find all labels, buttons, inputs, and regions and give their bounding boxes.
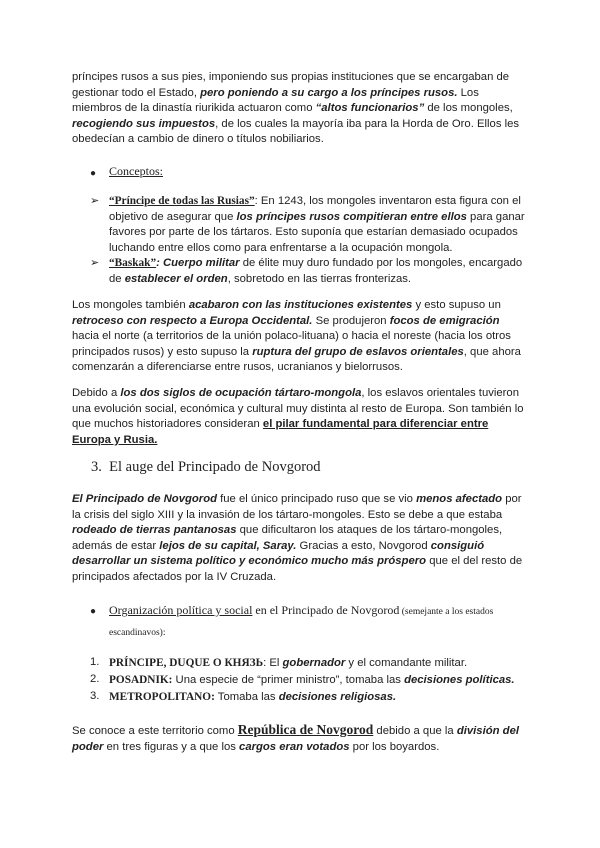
text: Gracias a esto, Novgorod (296, 539, 431, 552)
bold-text: establecer el orden (124, 272, 228, 285)
underlined-text: el pilar fundamental para diferenciar entre Europa y Rusia. (72, 418, 489, 446)
small-text: (semejante a los estados escandinavos): (109, 607, 494, 638)
text: Una especie de “primer ministro”, tomaba las (172, 674, 405, 686)
text: de élite muy duro fundado por los mongoles, encargado de (109, 257, 523, 285)
text: debido a que la (373, 725, 457, 737)
bold-text: recogiendo sus impuestos (72, 117, 216, 130)
bold-text: decisiones políticas. (404, 674, 515, 686)
role-term: METROPOLITANO: (109, 691, 215, 703)
bold-text: “altos funcionarios” (315, 102, 425, 115)
paragraph-mongol-rule (72, 70, 528, 148)
text: hacia el norte (a territorios de la unión polaco-lituana) o hacia el noreste (hacia los otros principados rusos) y esto supuso la (72, 330, 511, 358)
paragraph-republic (72, 722, 528, 755)
bold-text: acabaron con las instituciones existentes (188, 299, 413, 311)
bold-text: menos afectado (416, 493, 503, 505)
text: Se conoce a este territorio como (72, 725, 238, 737)
text: príncipes rusos a sus pies, imponiendo sus propias instituciones que se encargaban de gestionar todo el Estado, (72, 71, 510, 99)
bold-text: : Cuerpo militar (156, 257, 240, 269)
text: Los miembros de la dinastía riurikida actuaron como (72, 86, 479, 115)
bold-text: división del poder (72, 725, 519, 753)
text: : En 1243, los mongoles inventaron esta figura con el objetivo de asegurar que (109, 195, 521, 223)
bullet-icon: ● (90, 606, 97, 617)
bold-text: focos de emigración (389, 314, 500, 327)
text: Debido a (72, 387, 121, 399)
text: que el del resto de principados afectados por la IV Cruzada. (72, 555, 523, 583)
concepts-label: Conceptos: (109, 164, 163, 178)
text: para ganar favores por parte de los tártaros. Esto suponía que estarían demasiado ocupados luchando entre ellos como para enfrentarse a la ocupación mongola. (109, 210, 525, 254)
bullet-icon: ● (90, 168, 97, 179)
concept-term: “Baskak” (109, 257, 157, 269)
arrow-bullet-icon: ➢ (90, 257, 100, 269)
bold-text: cargos eran votados (239, 740, 350, 753)
text: , sobretodo en las tierras fronterizas. (227, 272, 412, 285)
role-term: PRÍNCIPE, DUQUE O КНЯЗЬ (109, 657, 264, 669)
concept-item (109, 194, 529, 256)
concept-term: “Príncipe de todas las Rusias” (109, 195, 255, 207)
bold-text: ruptura del grupo de eslavos orientales (252, 345, 464, 358)
text: que dificultaron los ataques de los tártaro-mongoles, además de estar (72, 524, 503, 552)
list-item (109, 656, 529, 672)
text: fue el único principado ruso que se vio (217, 493, 417, 505)
text: Tomaba las (214, 691, 279, 703)
list-number: 2. (90, 673, 100, 685)
bold-text: retroceso con respecto a Europa Occidental. (72, 314, 313, 327)
paragraph-two-centuries (72, 386, 528, 448)
section-heading (91, 459, 321, 476)
organization-heading (109, 600, 529, 643)
paragraph-consequences (72, 298, 528, 376)
bold-text: los príncipes rusos compitieran entre ellos (236, 210, 467, 223)
text: de los mongoles, (424, 102, 513, 115)
text: : El (263, 657, 283, 669)
bold-text: decisiones religiosas. (278, 691, 397, 703)
list-item (109, 673, 529, 689)
text: Los mongoles también (72, 299, 189, 311)
text: en el Principado de Novgorod (252, 603, 400, 617)
text: , que ahora comenzarán a diferenciarse entre rusos, ucranianos y bielorrusos. (72, 345, 521, 374)
arrow-bullet-icon: ➢ (90, 195, 100, 207)
text: Se produjeron (312, 314, 390, 327)
paragraph-novgorod (72, 492, 528, 586)
text: y esto supuso un (412, 299, 501, 311)
text: por los boyardos. (349, 740, 440, 753)
text: , los eslavos orientales tuvieron una evolución social, económica y cultural muy distinta al resto de Europa. Son también lo que muchos historiadores consideran (72, 387, 524, 431)
concept-item (109, 256, 529, 287)
bold-text: pero poniendo a su cargo a los príncipes rusos. (200, 86, 458, 99)
text: , de los cuales la mayoría iba para la Horda de Oro. Ellos les obedecían a cambio de dinero o títulos nobiliarios. (72, 117, 520, 146)
section-number: 3. (91, 459, 102, 475)
bold-text: El Principado de Novgorod (72, 493, 217, 505)
section-title: El auge del Principado de Novgorod (109, 459, 321, 475)
list-number: 1. (90, 656, 100, 668)
bold-text: rodeado de tierras pantanosas (72, 524, 237, 537)
text: en tres figuras y a que los (103, 740, 240, 753)
text: y el comandante militar. (345, 657, 468, 669)
list-item (109, 690, 529, 706)
organization-label: Organización política y social (109, 603, 253, 617)
bold-text: consiguió desarrollar un sistema político y económico mucho más próspero (72, 539, 485, 568)
text: por la crisis del siglo XIII y la invasión de los tártaro-mongoles. Esto se debe a que estaba (72, 493, 522, 521)
concepts-heading (109, 164, 529, 181)
list-number: 3. (90, 690, 100, 702)
underlined-text: República de Novgorod (237, 722, 374, 737)
bold-text: gobernador (282, 657, 346, 669)
bold-text: los dos siglos de ocupación tártaro-mongola (120, 387, 362, 399)
role-term: POSADNIK: (109, 674, 173, 686)
bold-text: lejos de su capital, Saray. (159, 539, 297, 552)
